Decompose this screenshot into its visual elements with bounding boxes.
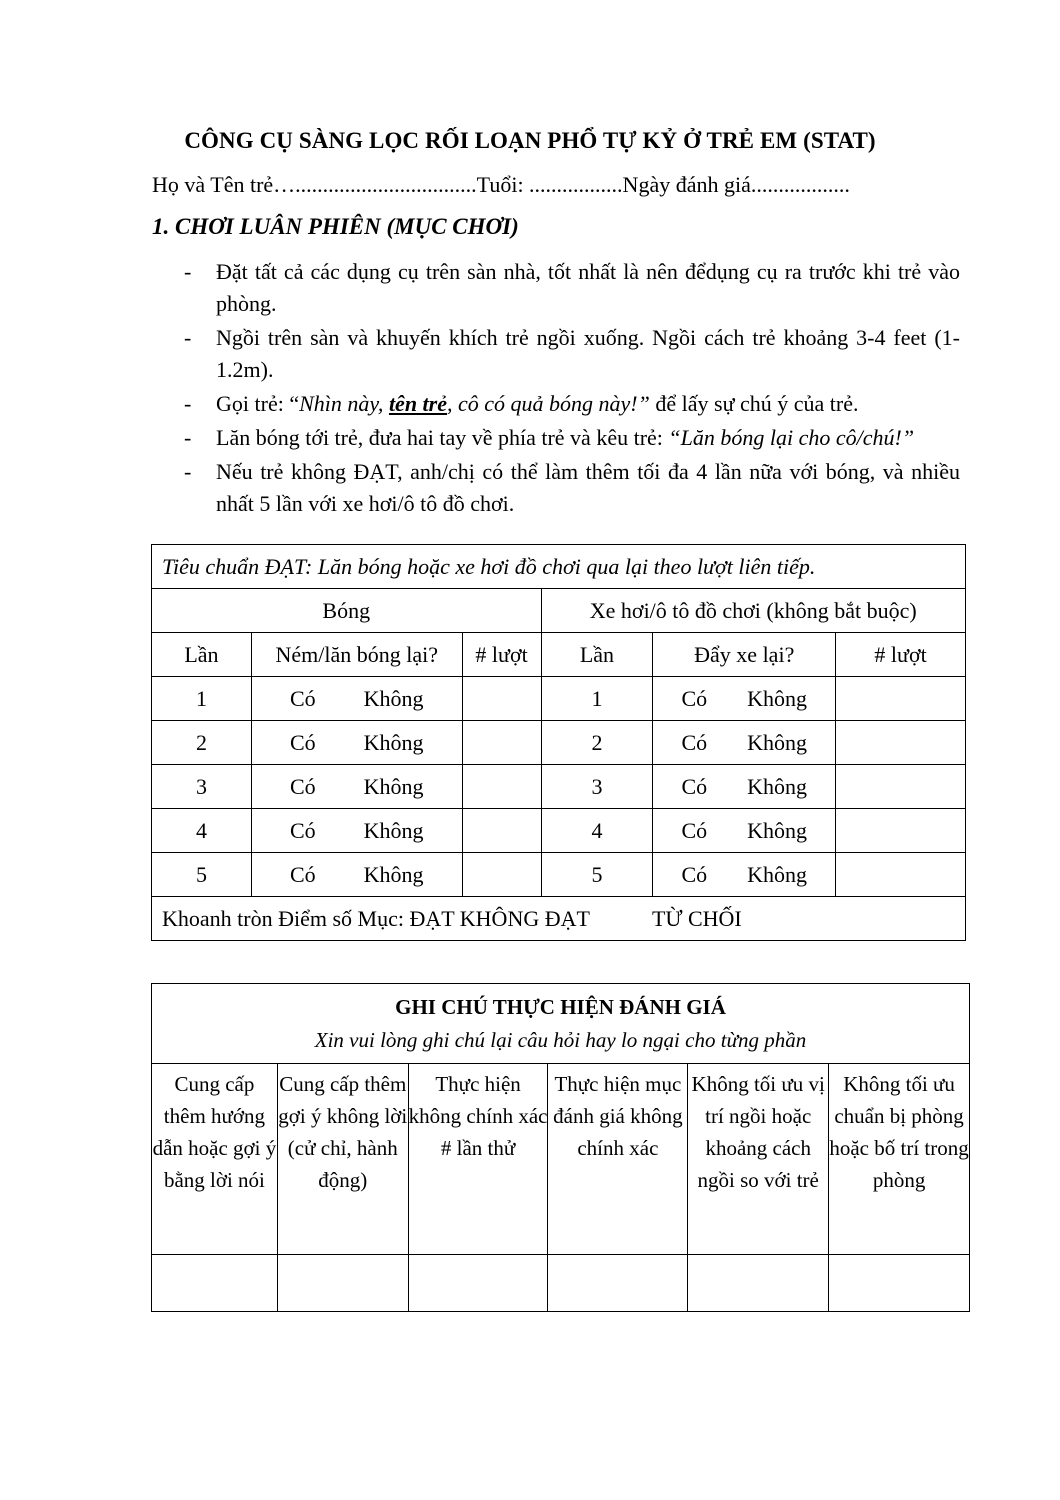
attempt-number: 2 [541, 721, 653, 765]
no-option[interactable]: Không [363, 773, 424, 799]
notes-cell[interactable] [829, 1255, 970, 1312]
attempt-number: 4 [541, 809, 653, 853]
car-answer-cell[interactable] [653, 853, 836, 897]
pass-criteria [152, 545, 966, 589]
no-option[interactable]: Không [747, 685, 808, 711]
attempt-number: 5 [541, 853, 653, 897]
yes-option[interactable]: Có [289, 817, 316, 843]
dash-marker: - [184, 325, 192, 350]
table-row [152, 765, 966, 809]
ball-answer-cell[interactable] [251, 677, 462, 721]
yes-option[interactable]: Có [289, 773, 316, 799]
instruction-italic: , cô có quả bóng này!” [447, 391, 650, 416]
col-header-turns: # lượt [462, 633, 541, 677]
table-row [152, 809, 966, 853]
instruction-text-pre: Lăn bóng tới trẻ, đưa hai tay về phía trẻ và kêu trẻ: [216, 425, 669, 450]
notes-col-seating: Không tối ưu vị trí ngồi hoặc khoảng cách ngồi so với trẻ [688, 1064, 829, 1255]
notes-cell[interactable] [548, 1255, 688, 1312]
assessment-notes-table [151, 983, 970, 1312]
instruction-item [184, 322, 960, 386]
ball-rolling-table [151, 544, 966, 941]
car-header: Xe hơi/ô tô đồ chơi (không bắt buộc) [541, 589, 965, 633]
ball-turns-cell[interactable] [462, 809, 541, 853]
instruction-list [184, 256, 960, 520]
notes-header [152, 984, 970, 1064]
car-answer-cell[interactable] [653, 721, 836, 765]
instruction-item [184, 422, 960, 454]
notes-cell[interactable] [408, 1255, 548, 1312]
dash-marker: - [184, 425, 192, 450]
notes-subtitle: Xin vui lòng ghi chú lại câu hỏi hay lo ngại cho từng phần [314, 1027, 807, 1052]
ball-turns-cell[interactable] [462, 677, 541, 721]
car-turns-cell[interactable] [836, 721, 966, 765]
instruction-text-pre: Gọi trẻ: “ [216, 391, 300, 416]
no-option[interactable]: Không [747, 729, 808, 755]
table-row [152, 853, 966, 897]
no-option[interactable]: Không [363, 817, 424, 843]
notes-cell[interactable] [152, 1255, 278, 1312]
notes-col-incorrect-trials: Thực hiện không chính xác # lần thử [408, 1064, 548, 1255]
document-title: CÔNG CỤ SÀNG LỌC RỐI LOẠN PHỔ TỰ KỶ Ở TRẺ EM (STAT) [184, 128, 876, 153]
car-answer-cell[interactable] [653, 809, 836, 853]
dash-marker: - [184, 459, 192, 484]
no-option[interactable]: Không [747, 817, 808, 843]
instruction-text: Đặt tất cả các dụng cụ trên sàn nhà, tốt nhất là nên đểdụng cụ ra trước khi trẻ vào phòng. [216, 259, 960, 316]
no-option[interactable]: Không [747, 861, 808, 887]
score-options[interactable]: Khoanh tròn Điểm số Mục: ĐẠT KHÔNG ĐẠT [162, 905, 590, 931]
instruction-italic: Nhìn này, [299, 391, 389, 416]
instruction-text: Nếu trẻ không ĐẠT, anh/chị có thể làm thêm tối đa 4 lần nữa với bóng, và nhiều nhất 5 lần với xe hơi/ô tô đồ chơi. [216, 459, 960, 516]
instruction-italic: “Lăn bóng lại cho cô/chú!” [668, 425, 915, 450]
no-option[interactable]: Không [747, 773, 808, 799]
attempt-number: 4 [152, 809, 252, 853]
ball-answer-cell[interactable] [251, 809, 462, 853]
attempt-number: 1 [152, 677, 252, 721]
instruction-text-post: để lấy sự chú ý của trẻ. [649, 391, 859, 416]
yes-option[interactable]: Có [681, 685, 708, 711]
attempt-number: 1 [541, 677, 653, 721]
car-turns-cell[interactable] [836, 677, 966, 721]
section-title: 1. CHƠI LUÂN PHIÊN (MỤC CHƠI) [152, 214, 519, 239]
dash-marker: - [184, 259, 192, 284]
ball-answer-cell[interactable] [251, 853, 462, 897]
car-answer-cell[interactable] [653, 765, 836, 809]
car-answer-cell[interactable] [653, 677, 836, 721]
car-turns-cell[interactable] [836, 765, 966, 809]
ball-turns-cell[interactable] [462, 765, 541, 809]
notes-title: GHI CHÚ THỰC HIỆN ĐÁNH GIÁ [395, 994, 726, 1019]
ball-answer-cell[interactable] [251, 765, 462, 809]
child-info-line: Họ và Tên trẻ….................................Tuổi: .................Ngày đánh giá.................. [152, 172, 850, 197]
table-row [152, 677, 966, 721]
ball-turns-cell[interactable] [462, 721, 541, 765]
notes-col-room-setup: Không tối ưu chuẩn bị phòng hoặc bố trí trong phòng [829, 1064, 970, 1255]
yes-option[interactable]: Có [681, 817, 708, 843]
no-option[interactable]: Không [363, 729, 424, 755]
attempt-number: 5 [152, 853, 252, 897]
attempt-number: 3 [541, 765, 653, 809]
car-turns-cell[interactable] [836, 809, 966, 853]
col-header-turns: # lượt [836, 633, 966, 677]
notes-cell[interactable] [688, 1255, 829, 1312]
instruction-item [184, 388, 960, 420]
dash-marker: - [184, 391, 192, 416]
yes-option[interactable]: Có [681, 773, 708, 799]
pass-criteria-text: Tiêu chuẩn ĐẠT: Lăn bóng hoặc xe hơi đồ chơi qua lại theo lượt liên tiếp. [162, 553, 816, 579]
col-header-ball-question: Ném/lăn bóng lại? [251, 633, 462, 677]
col-header-attempt: Lần [152, 633, 252, 677]
car-turns-cell[interactable] [836, 853, 966, 897]
yes-option[interactable]: Có [289, 861, 316, 887]
ball-header: Bóng [152, 589, 542, 633]
yes-option[interactable]: Có [289, 729, 316, 755]
yes-option[interactable]: Có [289, 685, 316, 711]
ball-answer-cell[interactable] [251, 721, 462, 765]
notes-col-nonverbal: Cung cấp thêm gợi ý không lời (cử chỉ, hành động) [277, 1064, 408, 1255]
col-header-car-question: Đẩy xe lại? [653, 633, 836, 677]
notes-col-verbal: Cung cấp thêm hướng dẫn hoặc gợi ý bằng lời nói [152, 1064, 278, 1255]
ball-turns-cell[interactable] [462, 853, 541, 897]
yes-option[interactable]: Có [681, 861, 708, 887]
attempt-number: 2 [152, 721, 252, 765]
attempt-number: 3 [152, 765, 252, 809]
child-name-placeholder: tên trẻ [388, 391, 447, 416]
no-option[interactable]: Không [363, 685, 424, 711]
notes-cell[interactable] [277, 1255, 408, 1312]
yes-option[interactable]: Có [681, 729, 708, 755]
instruction-text: Ngồi trên sàn và khuyến khích trẻ ngồi xuống. Ngồi cách trẻ khoảng 3-4 feet (1-1.2m). [216, 325, 960, 382]
instruction-item [184, 256, 960, 320]
table-row [152, 721, 966, 765]
instruction-item [184, 456, 960, 520]
notes-col-incorrect-item: Thực hiện mục đánh giá không chính xác [548, 1064, 688, 1255]
no-option[interactable]: Không [363, 861, 424, 887]
col-header-attempt: Lần [541, 633, 653, 677]
item-score-row [152, 897, 966, 941]
refuse-option[interactable]: TỪ CHỐI [651, 905, 742, 931]
